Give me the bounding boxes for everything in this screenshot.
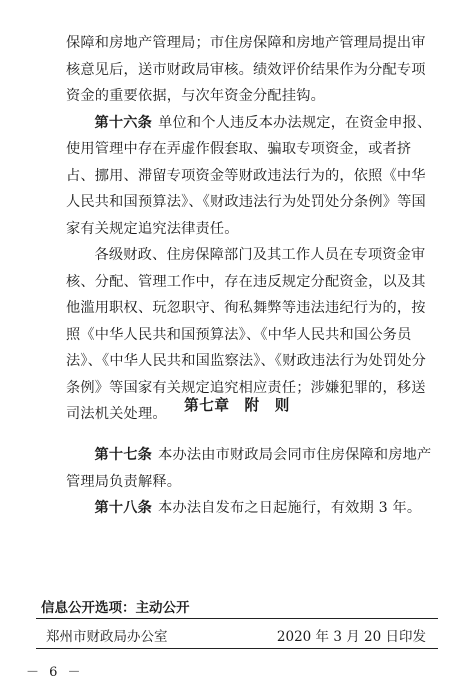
article-16-heading: 第十六条 xyxy=(94,114,153,131)
article-18-heading: 第十八条 xyxy=(94,500,153,516)
article-block-upper xyxy=(66,30,438,428)
issue-date: 2020 年 3 月 20 日印发 xyxy=(276,629,426,645)
article-17-heading: 第十七条 xyxy=(94,447,153,463)
footer-divider-top xyxy=(36,618,438,619)
paragraph-continuation: 保障和房地产管理局；市住房保障和房地产管理局提出审核意见后，送市财政局审核。绩效评价结果作为分配专项资金的重要依据，与次年资金分配挂钩。 xyxy=(66,35,426,104)
page-number: － 6 － xyxy=(26,665,84,680)
article-block-lower xyxy=(66,442,438,522)
article-18 xyxy=(66,495,438,522)
issuing-office: 郑州市财政局办公室 xyxy=(46,629,168,645)
article-16-text: 单位和个人违反本办法规定，在资金申报、使用管理中存在弄虚作假套取、骗取专项资金，或者挤占、挪用、滞留专项资金等财政违法行为的，依照《中华人民共和国预算法》、《财政违法行为处罚处分条例》等国家有关规定追究法律责任。 xyxy=(66,114,432,237)
disclosure-option: 信息公开选项：主动公开 xyxy=(41,600,190,616)
article-17-text: 本办法由市财政局会同市住房保障和房地产管理局负责解释。 xyxy=(66,447,432,490)
chapter-title: 第七章 附 则 xyxy=(184,397,290,414)
footer-divider-bottom xyxy=(36,648,438,649)
article-16 xyxy=(66,110,438,243)
article-17 xyxy=(66,442,438,495)
article-16-paragraph-2: 各级财政、住房保障部门及其工作人员在专项资金审核、分配、管理工作中，存在违反规定分配资金，以及其他滥用职权、玩忽职守、徇私舞弊等违法违纪行为的，按照《中华人民共和国预算法》、《中华人民共和国公务员法》、《中华人民共和国监察法》、《财政违法行为处罚处分条例》等国家有关规定追究相应责任；涉嫌犯罪的，移送司法机关处理。 xyxy=(66,247,427,422)
article-18-text: 本办法自发布之日起施行，有效期 3 年。 xyxy=(158,500,422,516)
